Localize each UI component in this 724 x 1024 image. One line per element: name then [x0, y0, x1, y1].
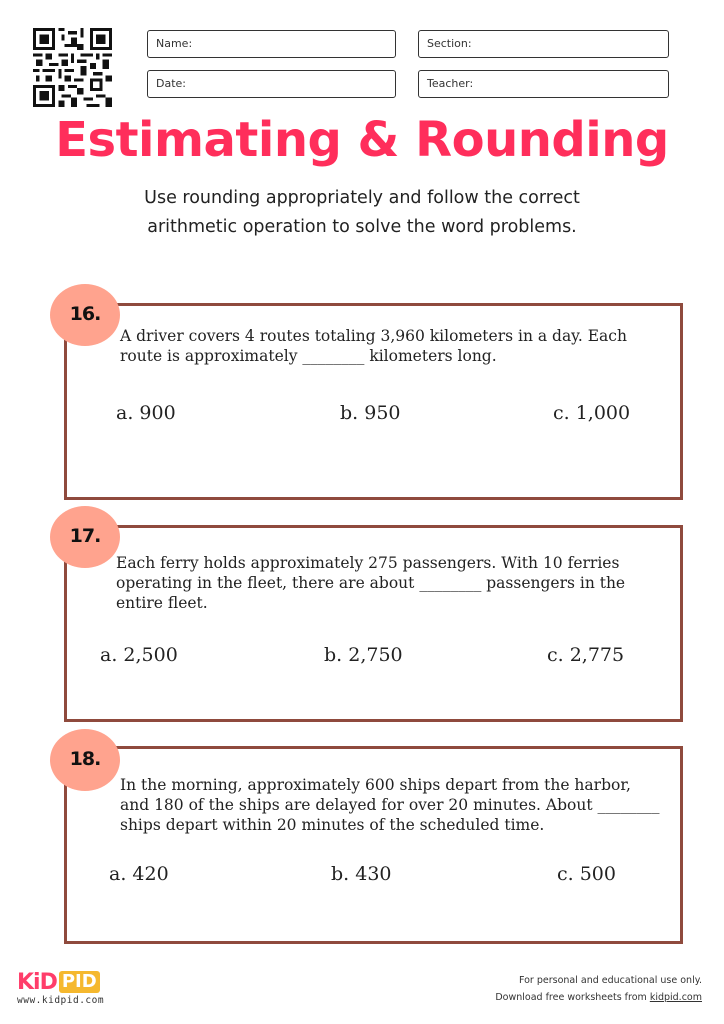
- footer-note-prefix: Download free worksheets from: [495, 992, 650, 1003]
- answer-option-c[interactable]: c. 2,775: [547, 644, 625, 666]
- question-text: Each ferry holds approximately 275 passengers. With 10 ferries operating in the fleet, there are about ________ passengers in the entire fleet.: [116, 554, 626, 612]
- kidpid-logo[interactable]: [17, 970, 104, 1006]
- answer-option-a[interactable]: a. 2,500: [100, 644, 178, 666]
- question-text: A driver covers 4 routes totaling 3,960 kilometers in a day. Each route is approximately ________ kilometers long.: [120, 327, 627, 365]
- answer-option-b[interactable]: b. 950: [340, 402, 401, 424]
- logo-pid-text: PID: [59, 971, 100, 993]
- section-field[interactable]: Section:: [418, 30, 669, 58]
- qr-code-icon: [33, 28, 112, 107]
- question-number-badge: 18.: [50, 729, 120, 791]
- teacher-field[interactable]: Teacher:: [418, 70, 669, 98]
- answer-option-c[interactable]: c. 1,000: [553, 402, 631, 424]
- question-text: In the morning, approximately 600 ships depart from the harbor, and 180 of the ships are delayed for over 20 minutes. About ________ ships depart within 20 minutes of the scheduled time.: [120, 776, 660, 834]
- instructions: [0, 184, 724, 242]
- logo-url: www.kidpid.com: [17, 995, 105, 1006]
- answer-option-a[interactable]: a. 420: [109, 863, 169, 885]
- logo-kid-text: KiD: [17, 970, 57, 995]
- date-field[interactable]: Date:: [147, 70, 396, 98]
- question-number-badge: 16.: [50, 284, 120, 346]
- answer-option-b[interactable]: b. 430: [331, 863, 392, 885]
- question-number-badge: 17.: [50, 506, 120, 568]
- instructions-line-1: Use rounding appropriately and follow the correct: [144, 188, 580, 208]
- name-field[interactable]: Name:: [147, 30, 396, 58]
- answer-option-a[interactable]: a. 900: [116, 402, 176, 424]
- footer-note-line-1: For personal and educational use only.: [518, 975, 702, 986]
- answer-option-b[interactable]: b. 2,750: [324, 644, 403, 666]
- kidpid-link[interactable]: kidpid.com: [649, 992, 702, 1003]
- footer-note-line-2: [495, 989, 702, 1006]
- instructions-line-2: arithmetic operation to solve the word problems.: [147, 217, 577, 237]
- answer-option-c[interactable]: c. 500: [557, 863, 616, 885]
- footer-note: [495, 972, 702, 1006]
- page-title: Estimating & Rounding: [55, 112, 669, 168]
